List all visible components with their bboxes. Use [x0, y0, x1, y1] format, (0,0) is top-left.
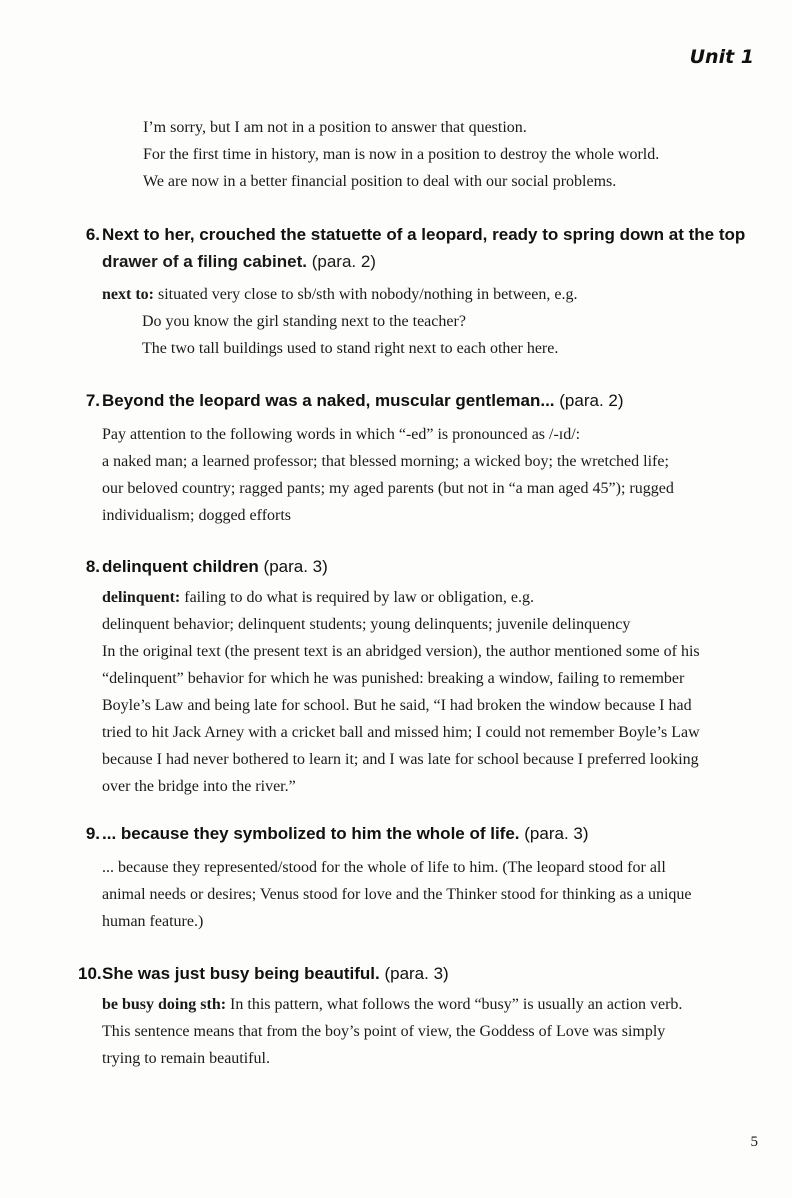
- item-title: Next to her, crouched the statuette of a leopard, ready to spring down at the top: [102, 225, 746, 244]
- body-line: ... because they represented/stood for the whole of life to him. (The leopard stood for all: [102, 859, 666, 876]
- para-ref: (para. 2): [311, 252, 376, 271]
- intro-examples: [143, 114, 659, 195]
- note-item-9: [78, 820, 752, 847]
- item-number: 9.: [85, 824, 100, 843]
- body-line: “delinquent” behavior for which he was punished: breaking a window, failing to remember: [102, 670, 685, 687]
- example-line: We are now in a better financial position to deal with our social problems.: [143, 173, 617, 190]
- example-line: I’m sorry, but I am not in a position to answer that question.: [143, 119, 527, 136]
- item-number: 6.: [85, 225, 100, 244]
- note-body-6: [102, 281, 748, 362]
- term: next to:: [102, 286, 154, 303]
- note-item-7: [78, 387, 752, 414]
- body-line: because I had never bothered to learn it; and I was late for school because I preferred looking: [102, 751, 699, 768]
- body-line: delinquent behavior; delinquent students; young delinquents; juvenile delinquency: [102, 616, 631, 633]
- example-line: The two tall buildings used to stand right next to each other here.: [142, 340, 559, 357]
- para-ref: (para. 2): [559, 391, 624, 410]
- body-line: animal needs or desires; Venus stood for love and the Thinker stood for thinking as a unique: [102, 886, 692, 903]
- body-line: over the bridge into the river.”: [102, 778, 296, 795]
- item-title-cont: drawer of a filing cabinet.: [102, 252, 307, 271]
- note-body-9: [102, 854, 748, 935]
- body-line: In this pattern, what follows the word “busy” is usually an action verb.: [230, 996, 683, 1013]
- item-title: ... because they symbolized to him the whole of life.: [102, 824, 520, 843]
- term: delinquent:: [102, 589, 181, 606]
- body-line: individualism; dogged efforts: [102, 507, 292, 524]
- note-body-8: [102, 584, 748, 800]
- example-line: For the first time in history, man is now in a position to destroy the whole world.: [143, 146, 660, 163]
- para-ref: (para. 3): [384, 964, 449, 983]
- body-line: our beloved country; ragged pants; my aged parents (but not in “a man aged 45”); rugged: [102, 480, 674, 497]
- body-line: a naked man; a learned professor; that blessed morning; a wicked boy; the wretched life;: [102, 453, 669, 470]
- body-line: Boyle’s Law and being late for school. But he said, “I had broken the window because I had: [102, 697, 692, 714]
- body-line: In the original text (the present text is an abridged version), the author mentioned some of his: [102, 643, 700, 660]
- para-ref: (para. 3): [524, 824, 589, 843]
- note-body-7: [102, 421, 748, 529]
- definition: failing to do what is required by law or obligation, e.g.: [184, 589, 534, 606]
- item-number: 10.: [78, 964, 102, 983]
- para-ref: (para. 3): [263, 557, 328, 576]
- body-line: Pay attention to the following words in which “-ed” is pronounced as /-ɪd/:: [102, 426, 581, 443]
- body-line: human feature.): [102, 913, 204, 930]
- body-line: tried to hit Jack Arney with a cricket ball and missed him; I could not remember Boyle’s Law: [102, 724, 700, 741]
- definition: situated very close to sb/sth with nobody/nothing in between, e.g.: [157, 286, 578, 303]
- note-item-10: [78, 960, 752, 987]
- note-item-8: [78, 553, 752, 580]
- note-body-10: [102, 991, 748, 1072]
- body-line: This sentence means that from the boy’s point of view, the Goddess of Love was simply: [102, 1023, 666, 1040]
- unit-label: Unit 1: [689, 46, 754, 68]
- item-number: 7.: [85, 391, 100, 410]
- example-line: Do you know the girl standing next to the teacher?: [142, 313, 466, 330]
- item-title: delinquent children: [102, 557, 259, 576]
- item-title: Beyond the leopard was a naked, muscular gentleman...: [102, 391, 555, 410]
- page-number: 5: [750, 1134, 758, 1150]
- item-title: She was just busy being beautiful.: [102, 964, 380, 983]
- term: be busy doing sth:: [102, 996, 227, 1013]
- item-number: 8.: [85, 557, 100, 576]
- note-item-6: [78, 221, 752, 275]
- body-line: trying to remain beautiful.: [102, 1050, 270, 1067]
